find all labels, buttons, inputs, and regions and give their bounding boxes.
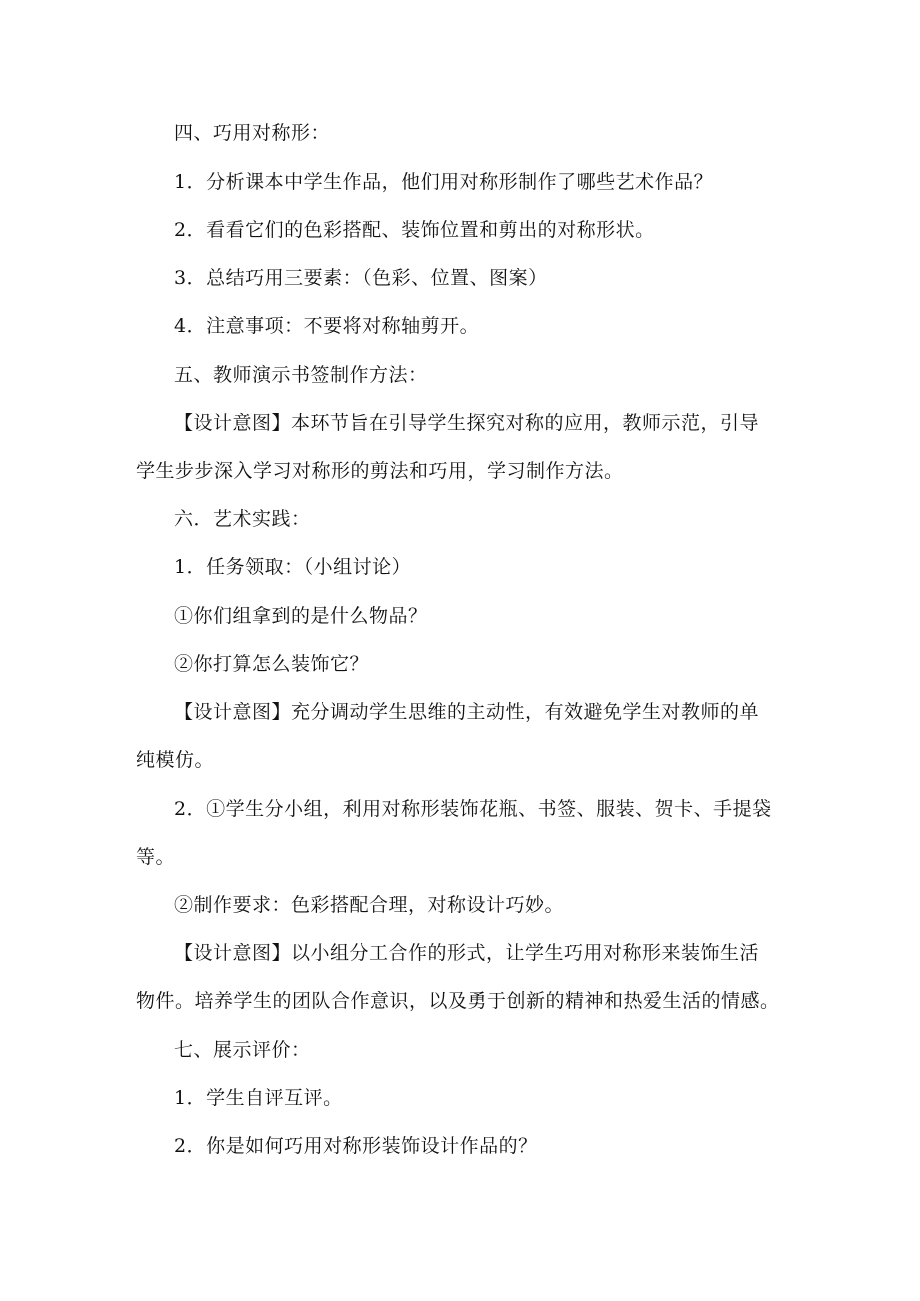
- design-intent-line: 纯模仿。: [136, 749, 215, 771]
- section-heading-4: 四、巧用对称形：: [174, 122, 331, 144]
- section-heading-7: 七、展示评价：: [174, 1039, 311, 1061]
- design-intent-line: 学生步步深入学习对称形的剪法和巧用，学习制作方法。: [136, 460, 624, 482]
- paragraph-line: 2．你是如何巧用对称形装饰设计作品的？: [174, 1135, 538, 1157]
- paragraph-line: 2．①学生分小组，利用对称形装饰花瓶、书签、服装、贺卡、手提袋: [174, 798, 772, 820]
- section-heading-5: 五、教师演示书签制作方法：: [174, 364, 428, 386]
- paragraph-line: 4．注意事项：不要将对称轴剪开。: [174, 315, 480, 337]
- paragraph-line: ②你打算怎么装饰它？: [174, 653, 370, 675]
- paragraph-line: ②制作要求：色彩搭配合理，对称设计巧妙。: [174, 894, 565, 916]
- paragraph-line: 1．学生自评互评。: [174, 1087, 343, 1109]
- paragraph-line: 2．看看它们的色彩搭配、装饰位置和剪出的对称形状。: [174, 219, 655, 241]
- paragraph-line: 1．分析课本中学生作品，他们用对称形制作了哪些艺术作品？: [174, 171, 714, 193]
- design-intent-line: 【设计意图】充分调动学生思维的主动性，有效避免学生对教师的单: [174, 701, 760, 723]
- paragraph-line: 3．总结巧用三要素：（色彩、位置、图案）: [174, 267, 548, 289]
- paragraph-line: 等。: [136, 846, 176, 868]
- section-heading-6: 六．艺术实践：: [174, 508, 311, 530]
- design-intent-line: 物件。培养学生的团队合作意识，以及勇于创新的精神和热爱生活的情感。: [136, 990, 780, 1012]
- design-intent-line: 【设计意图】本环节旨在引导学生探究对称的应用，教师示范，引导: [174, 412, 760, 434]
- design-intent-line: 【设计意图】以小组分工合作的形式，让学生巧用对称形来装饰生活: [174, 942, 760, 964]
- paragraph-line: 1．任务领取：（小组讨论）: [174, 556, 412, 578]
- paragraph-line: ①你们组拿到的是什么物品？: [174, 605, 428, 627]
